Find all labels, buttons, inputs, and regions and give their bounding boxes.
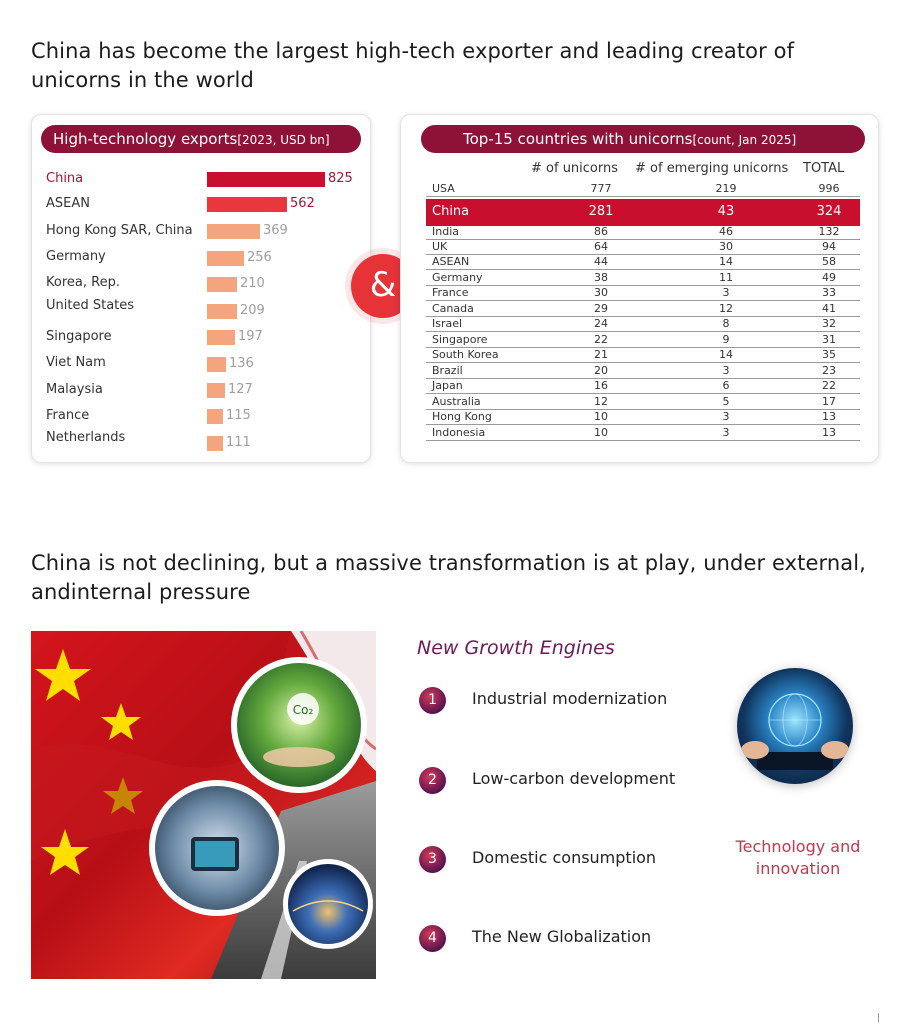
row-total: 132 [818, 225, 840, 238]
exports-bar [207, 330, 235, 345]
row-emerging: 3 [722, 286, 730, 299]
table-row [426, 332, 860, 348]
engines-title: New Growth Engines [417, 637, 615, 659]
row-total: 49 [822, 271, 836, 284]
row-unicorns: 38 [594, 271, 608, 284]
technology-globe-image [737, 668, 853, 784]
exports-category-label: Korea, Rep. [46, 275, 120, 290]
table-row [426, 270, 860, 286]
row-unicorns: 777 [590, 182, 612, 195]
exports-value-label: 256 [247, 250, 272, 265]
row-emerging: 3 [722, 410, 730, 423]
exports-category-label: Hong Kong SAR, China [46, 223, 193, 238]
row-country: Australia [432, 395, 481, 408]
exports-bar [207, 251, 244, 266]
exports-category-label: Singapore [46, 329, 112, 344]
unicorns-title: Top-15 countries with unicorns [463, 130, 693, 148]
engine-label-3: Domestic consumption [472, 848, 657, 867]
table-row [426, 224, 860, 240]
exports-category-label: Netherlands [46, 430, 126, 445]
row-unicorns: 281 [588, 204, 614, 219]
row-country: UK [432, 240, 448, 253]
engine-number-3: 3 [419, 846, 446, 873]
row-total: 35 [822, 348, 836, 361]
col-head-emerging: # of emerging unicorns [635, 161, 789, 176]
row-country: Hong Kong [432, 410, 492, 423]
high-tech-exports-card [31, 114, 371, 463]
row-total: 41 [822, 302, 836, 315]
row-country: Japan [432, 379, 463, 392]
unicorns-table-card [400, 114, 879, 463]
row-country: USA [432, 182, 455, 195]
row-emerging: 8 [722, 317, 730, 330]
exports-value-label: 111 [226, 435, 251, 450]
row-country: India [432, 225, 459, 238]
row-emerging: 14 [719, 255, 733, 268]
table-row [426, 199, 860, 226]
table-row [426, 425, 860, 441]
engine-number-1: 1 [419, 687, 446, 714]
exports-value-label: 562 [290, 196, 315, 211]
exports-title-pill [41, 125, 361, 153]
exports-category-label: Viet Nam [46, 355, 106, 370]
row-total: 58 [822, 255, 836, 268]
page-edge-mark [878, 1013, 879, 1022]
row-total: 94 [822, 240, 836, 253]
globe-icon [737, 668, 853, 784]
exports-category-label: United States [46, 298, 135, 313]
row-emerging: 9 [722, 333, 730, 346]
row-unicorns: 24 [594, 317, 608, 330]
ampersand-badge: & [351, 254, 415, 318]
row-unicorns: 12 [594, 395, 608, 408]
row-emerging: 14 [719, 348, 733, 361]
table-row [426, 301, 860, 317]
table-row [426, 363, 860, 379]
engine-label-4: The New Globalization [472, 927, 652, 946]
exports-value-label: 197 [238, 329, 263, 344]
unicorns-subtitle: [count, Jan 2025] [692, 133, 797, 147]
row-unicorns: 86 [594, 225, 608, 238]
row-country: Singapore [432, 333, 488, 346]
row-unicorns: 44 [594, 255, 608, 268]
row-emerging: 11 [719, 271, 733, 284]
headline-bottom: China is not declining, but a massive transformation is at play, under external, andinternal pressure [31, 551, 866, 604]
table-row [426, 378, 860, 394]
row-total: 13 [822, 426, 836, 439]
table-row [426, 181, 860, 197]
exports-bar [207, 277, 237, 292]
row-emerging: 30 [719, 240, 733, 253]
row-country: South Korea [432, 348, 499, 361]
table-row [426, 254, 860, 270]
exports-value-label: 136 [229, 356, 254, 371]
engine-number-2: 2 [419, 767, 446, 794]
exports-category-label: Malaysia [46, 382, 103, 397]
col-head-unicorns: # of unicorns [531, 161, 619, 176]
exports-bar [207, 304, 237, 319]
row-total: 23 [822, 364, 836, 377]
exports-category-label: Germany [46, 249, 106, 264]
unicorns-title-pill [421, 125, 865, 153]
headline-top: China has become the largest high-tech exporter and leading creator of unicorns in the world [31, 39, 795, 92]
row-total: 22 [822, 379, 836, 392]
row-emerging: 46 [719, 225, 733, 238]
row-country: France [432, 286, 469, 299]
exports-subtitle: [2023, USD bn] [237, 133, 330, 147]
table-row [426, 394, 860, 410]
row-country: China [432, 204, 470, 219]
exports-bar [207, 383, 225, 398]
row-total: 32 [822, 317, 836, 330]
exports-bar [207, 409, 223, 424]
co2-badge: Co₂ [292, 703, 314, 717]
row-unicorns: 16 [594, 379, 608, 392]
engine-label-1: Industrial modernization [472, 689, 668, 708]
row-emerging: 6 [722, 379, 730, 392]
row-emerging: 43 [717, 204, 735, 219]
row-emerging: 12 [719, 302, 733, 315]
row-unicorns: 21 [594, 348, 608, 361]
table-row [426, 239, 860, 255]
row-emerging: 219 [715, 182, 737, 195]
engine-number-4: 4 [419, 925, 446, 952]
row-emerging: 5 [722, 395, 730, 408]
exports-value-label: 210 [240, 276, 265, 291]
row-unicorns: 30 [594, 286, 608, 299]
table-row [426, 409, 860, 425]
row-unicorns: 10 [594, 426, 608, 439]
exports-category-label: ASEAN [46, 196, 90, 211]
exports-bar [207, 197, 287, 212]
row-emerging: 3 [722, 364, 730, 377]
exports-value-label: 209 [240, 303, 265, 318]
row-total: 324 [816, 204, 842, 219]
row-country: Indonesia [432, 426, 486, 439]
row-total: 33 [822, 286, 836, 299]
collage-illustration [31, 631, 376, 979]
row-unicorns: 29 [594, 302, 608, 315]
row-total: 996 [818, 182, 840, 195]
table-row [426, 347, 860, 363]
exports-title: High-technology exports [53, 130, 238, 148]
row-emerging: 3 [722, 426, 730, 439]
row-country: Brazil [432, 364, 463, 377]
engine-label-2: Low-carbon development [472, 769, 676, 788]
row-unicorns: 64 [594, 240, 608, 253]
table-row [426, 316, 860, 332]
exports-bar [207, 357, 226, 372]
technology-innovation-label: Technology and innovation [735, 837, 861, 878]
exports-bar [207, 172, 325, 187]
col-head-total: TOTAL [803, 161, 845, 176]
row-total: 31 [822, 333, 836, 346]
exports-bar [207, 224, 260, 239]
row-country: Canada [432, 302, 474, 315]
row-country: Germany [432, 271, 483, 284]
row-total: 17 [822, 395, 836, 408]
exports-value-label: 127 [228, 382, 253, 397]
exports-value-label: 825 [328, 171, 353, 186]
china-flag-collage-image [31, 631, 376, 979]
exports-category-label: China [46, 171, 84, 186]
row-country: ASEAN [432, 255, 470, 268]
exports-bar [207, 436, 223, 451]
exports-category-label: France [46, 408, 90, 423]
row-country: Israel [432, 317, 463, 330]
row-unicorns: 22 [594, 333, 608, 346]
table-row [426, 285, 860, 301]
exports-value-label: 369 [263, 223, 288, 238]
row-total: 13 [822, 410, 836, 423]
exports-value-label: 115 [226, 408, 251, 423]
row-unicorns: 10 [594, 410, 608, 423]
row-unicorns: 20 [594, 364, 608, 377]
